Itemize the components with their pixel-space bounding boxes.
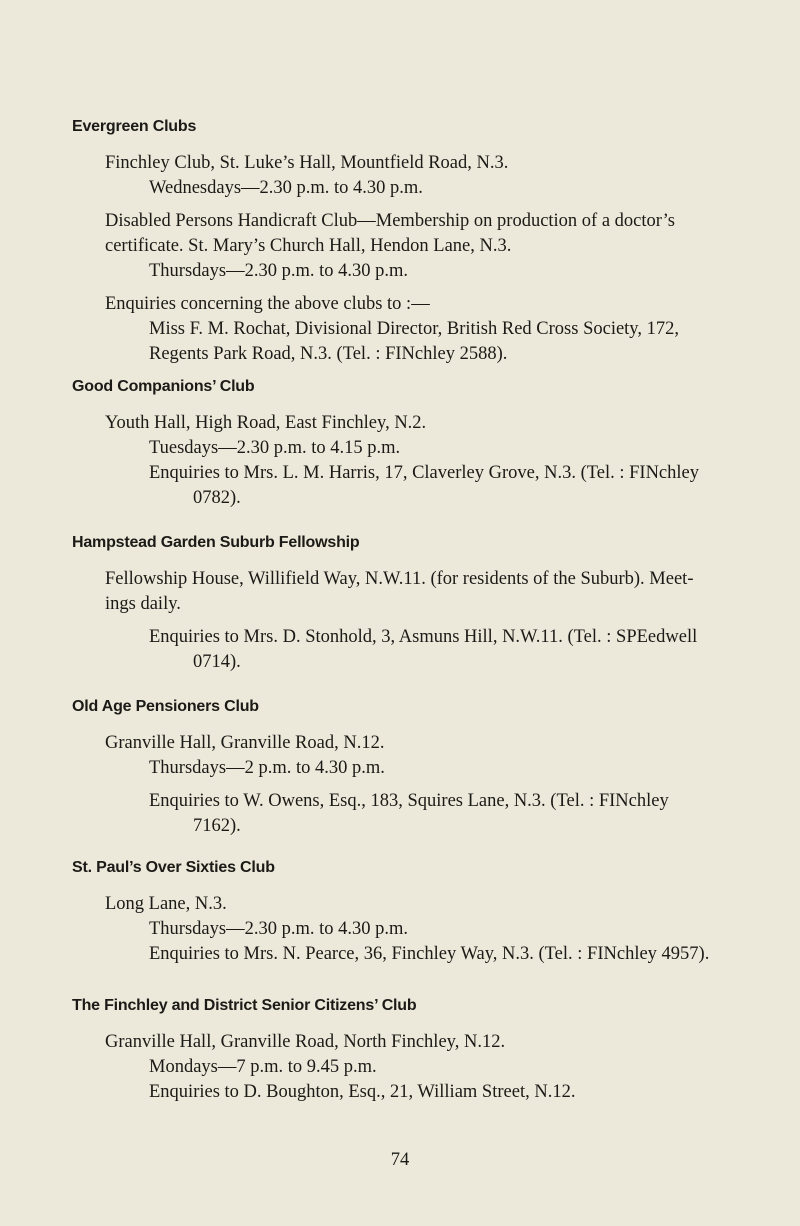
- section-heading: Evergreen Clubs: [72, 118, 197, 135]
- text-line: ings daily.: [105, 594, 181, 614]
- text-line: 0782).: [193, 488, 241, 508]
- section-finchley-senior-citizens-club: [72, 996, 752, 1105]
- text-line: Thursdays—2 p.m. to 4.30 p.m.: [149, 758, 385, 778]
- section-body: [105, 151, 752, 367]
- text-line: Enquiries to Mrs. D. Stonhold, 3, Asmuns Hill, N.W.11. (Tel. : SPEedwell: [149, 627, 698, 647]
- section-body: [105, 731, 752, 839]
- text-line: 0714).: [193, 652, 241, 672]
- section-heading: The Finchley and District Senior Citizens’ Club: [72, 997, 417, 1014]
- text-line: Fellowship House, Willifield Way, N.W.11. (for residents of the Suburb). Meet-: [105, 569, 694, 589]
- text-line: Disabled Persons Handicraft Club—Membership on production of a doctor’s: [105, 211, 675, 231]
- section-heading: Good Companions’ Club: [72, 378, 255, 395]
- text-line: Enquiries to D. Boughton, Esq., 21, William Street, N.12.: [149, 1082, 576, 1102]
- text-line: certificate. St. Mary’s Church Hall, Hendon Lane, N.3.: [105, 236, 512, 256]
- text-line: Long Lane, N.3.: [105, 894, 227, 914]
- text-line: Finchley Club, St. Luke’s Hall, Mountfield Road, N.3.: [105, 153, 509, 173]
- section-evergreen-clubs: [72, 117, 752, 367]
- text-line: Granville Hall, Granville Road, North Finchley, N.12.: [105, 1032, 506, 1052]
- section-body: [105, 1030, 752, 1105]
- section-heading: Old Age Pensioners Club: [72, 698, 259, 715]
- text-line: 7162).: [193, 816, 241, 836]
- text-line: Thursdays—2.30 p.m. to 4.30 p.m.: [149, 919, 408, 939]
- section-heading: St. Paul’s Over Sixties Club: [72, 859, 275, 876]
- text-line: Youth Hall, High Road, East Finchley, N.2.: [105, 413, 427, 433]
- section-good-companions-club: [72, 377, 752, 511]
- text-line: Regents Park Road, N.3. (Tel. : FINchley 2588).: [149, 344, 508, 364]
- text-line: Granville Hall, Granville Road, N.12.: [105, 733, 385, 753]
- page-number: 74: [390, 1150, 410, 1170]
- text-line: Enquiries to Mrs. L. M. Harris, 17, Claverley Grove, N.3. (Tel. : FINchley: [149, 463, 699, 483]
- text-line: Enquiries to Mrs. N. Pearce, 36, Finchley Way, N.3. (Tel. : FINchley 4957).: [149, 944, 710, 964]
- text-line: Miss F. M. Rochat, Divisional Director, British Red Cross Society, 172,: [149, 319, 679, 339]
- section-body: [105, 892, 752, 967]
- section-body: [105, 411, 752, 511]
- section-heading: Hampstead Garden Suburb Fellowship: [72, 534, 360, 551]
- section-old-age-pensioners-club: [72, 697, 752, 839]
- text-line: Thursdays—2.30 p.m. to 4.30 p.m.: [149, 261, 408, 281]
- text-line: Enquiries to W. Owens, Esq., 183, Squires Lane, N.3. (Tel. : FINchley: [149, 791, 669, 811]
- text-line: Tuesdays—2.30 p.m. to 4.15 p.m.: [149, 438, 401, 458]
- text-line: Wednesdays—2.30 p.m. to 4.30 p.m.: [149, 178, 423, 198]
- text-line: Mondays—7 p.m. to 9.45 p.m.: [149, 1057, 377, 1077]
- section-st-pauls-over-sixties-club: [72, 858, 752, 967]
- section-body: [105, 567, 752, 675]
- section-hampstead-fellowship: [72, 533, 752, 675]
- text-line: Enquiries concerning the above clubs to :—: [105, 294, 430, 314]
